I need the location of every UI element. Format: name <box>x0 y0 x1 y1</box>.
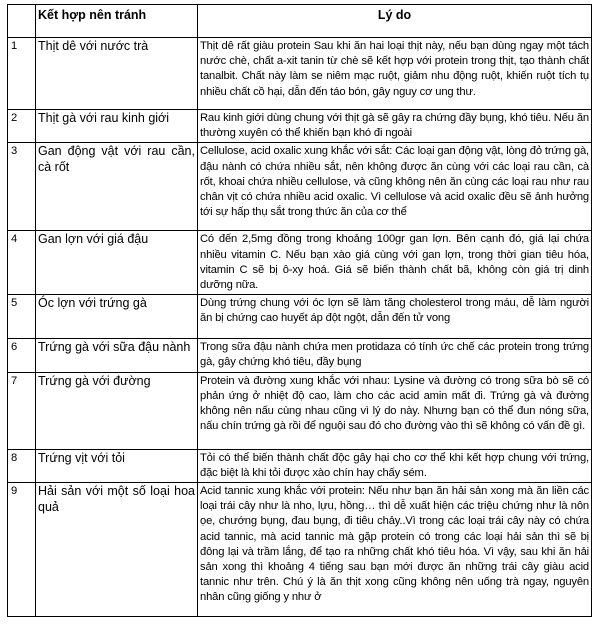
table-row <box>8 483 592 617</box>
row-number: 8 <box>8 449 36 482</box>
row-combination: Trứng gà với đường <box>36 372 198 449</box>
row-combination: Gan lợn với giá đậu <box>36 231 198 295</box>
row-combination: Gan động vật với rau cần, cà rốt <box>36 143 198 231</box>
row-reason: Acid tannic xung khắc với protein: Nếu như bạn ăn hải sản xong mà ăn liền các loại trái cây như là nho, lựu, hồng… thì dễ xuất hiện các triệu chứng như là nôn ọe, chướng bụng, đau bụng, đi tiêu chảy..Vì trong các loại trái cây này có chứa acid tannic, mà acid tannic mà gặp protein có trong các loại hải sản thì sẽ bị đông lại và trầm lắng, để tạo ra những chất khó tiêu hóa. Vì vậy, sau khi ăn hải sản xong thì khoảng 4 tiếng sau bạn mới được ăn những trái cây giàu acid tannic như trên. Chú ý là ăn thịt xong cũng không nên uống trà ngay, nguyên nhân cũng giống y như ở <box>198 483 592 617</box>
row-reason: Protein và đường xung khắc với nhau: Lysine và đường có trong sữa bò sẽ có phản ứng ở nhiệt độ cao, làm cho các acid amin mất đi. Trứng gà và đường không nên nấu cùng nhau cũng vì lý do này. Nhưng bạn có thể đun nóng sữa, nấu chín trứng gà rồi để nguội sau đó cho đường vào thì sẽ không có vấn đề gì. <box>198 372 592 449</box>
table-row <box>8 231 592 295</box>
table-row <box>8 38 592 110</box>
row-combination: Hải sản với một số loại hoa quả <box>36 483 198 617</box>
row-reason: Dùng trứng chung với óc lợn sẽ làm tăng cholesterol trong máu, dễ làm người ăn bị chứng cao huyết áp đột ngột, dẫn đến tử vong <box>198 295 592 339</box>
row-number: 2 <box>8 110 36 143</box>
row-number: 7 <box>8 372 36 449</box>
table-row <box>8 143 592 231</box>
table-row <box>8 372 592 449</box>
food-combination-table <box>7 4 592 617</box>
row-number: 5 <box>8 295 36 339</box>
row-reason: Trong sữa đậu nành chứa men protidaza có tính ức chế các protein trong trứng gà, gây chứng khó tiêu, đầy bụng <box>198 339 592 372</box>
row-reason: Có đến 2,5mg đồng trong khoảng 100gr gan lợn. Bên cạnh đó, giá lại chứa nhiều vitamin C. Nếu bạn xào giá cùng với gan lợn, trong thời gian tiêu hóa, vitamin C sẽ bị ô-xy hoá. Giá sẽ biến thành chất bã, không còn giá trị dinh dưỡng nữa. <box>198 231 592 295</box>
row-number: 4 <box>8 231 36 295</box>
table-row <box>8 449 592 482</box>
row-reason: Tỏi có thể biến thành chất độc gây hại cho cơ thể khi kết hợp chung với trứng, đặc biệt là khi tỏi được xào chín hay chấy sém. <box>198 449 592 482</box>
row-reason: Cellulose, acid oxalic xung khắc với sắt: Các loại gan động vật, lòng đỏ trứng gà, đậu nành có chứa nhiều sắt, nên không được ăn cùng với các loại rau cần, cà rốt, khoai chứa nhiều cellulose, và cũng không nên ăn cùng các loại rau như rau chân vịt có chứa nhiều acid oxalic. Vì cellulose và acid oxalic đều sẽ ảnh hưởng tới sự hấp thụ sắt trong thức ăn của cơ thể <box>198 143 592 231</box>
row-number: 6 <box>8 339 36 372</box>
table-row <box>8 339 592 372</box>
row-combination: Óc lợn với trứng gà <box>36 295 198 339</box>
row-reason: Thịt dê rất giàu protein Sau khi ăn hai loại thịt này, nếu bạn dùng ngay một tách nước chè, chất a-xit tanin từ chè sẽ kết hợp với protein trong thịt, tạo thành chất tanalbit. Chất này làm se niêm mạc ruột, giảm nhu động ruột, khiến ruột tích tụ nhiều chất cồ hại, dẫn đến táo bón, gây nguy cơ ung thư. <box>198 38 592 110</box>
row-number: 3 <box>8 143 36 231</box>
table-header-row <box>8 5 592 38</box>
row-number: 9 <box>8 483 36 617</box>
row-combination: Trứng gà với sữa đậu nành <box>36 339 198 372</box>
table-row <box>8 110 592 143</box>
table-row <box>8 295 592 339</box>
header-combo: Kết hợp nên tránh <box>36 5 198 38</box>
row-combination: Thịt dê với nước trà <box>36 38 198 110</box>
row-reason: Rau kinh giới dùng chung với thịt gà sẽ gây ra chứng đầy bụng, khó tiêu. Nếu ăn thường xuyên có thể khiến bạn khó đi ngoài <box>198 110 592 143</box>
header-reason: Lý do <box>198 5 592 38</box>
row-number: 1 <box>8 38 36 110</box>
row-combination: Thịt gà với rau kinh giới <box>36 110 198 143</box>
row-combination: Trứng vịt với tỏi <box>36 449 198 482</box>
header-num-cell <box>8 5 36 38</box>
food-combination-table-container <box>7 4 591 625</box>
